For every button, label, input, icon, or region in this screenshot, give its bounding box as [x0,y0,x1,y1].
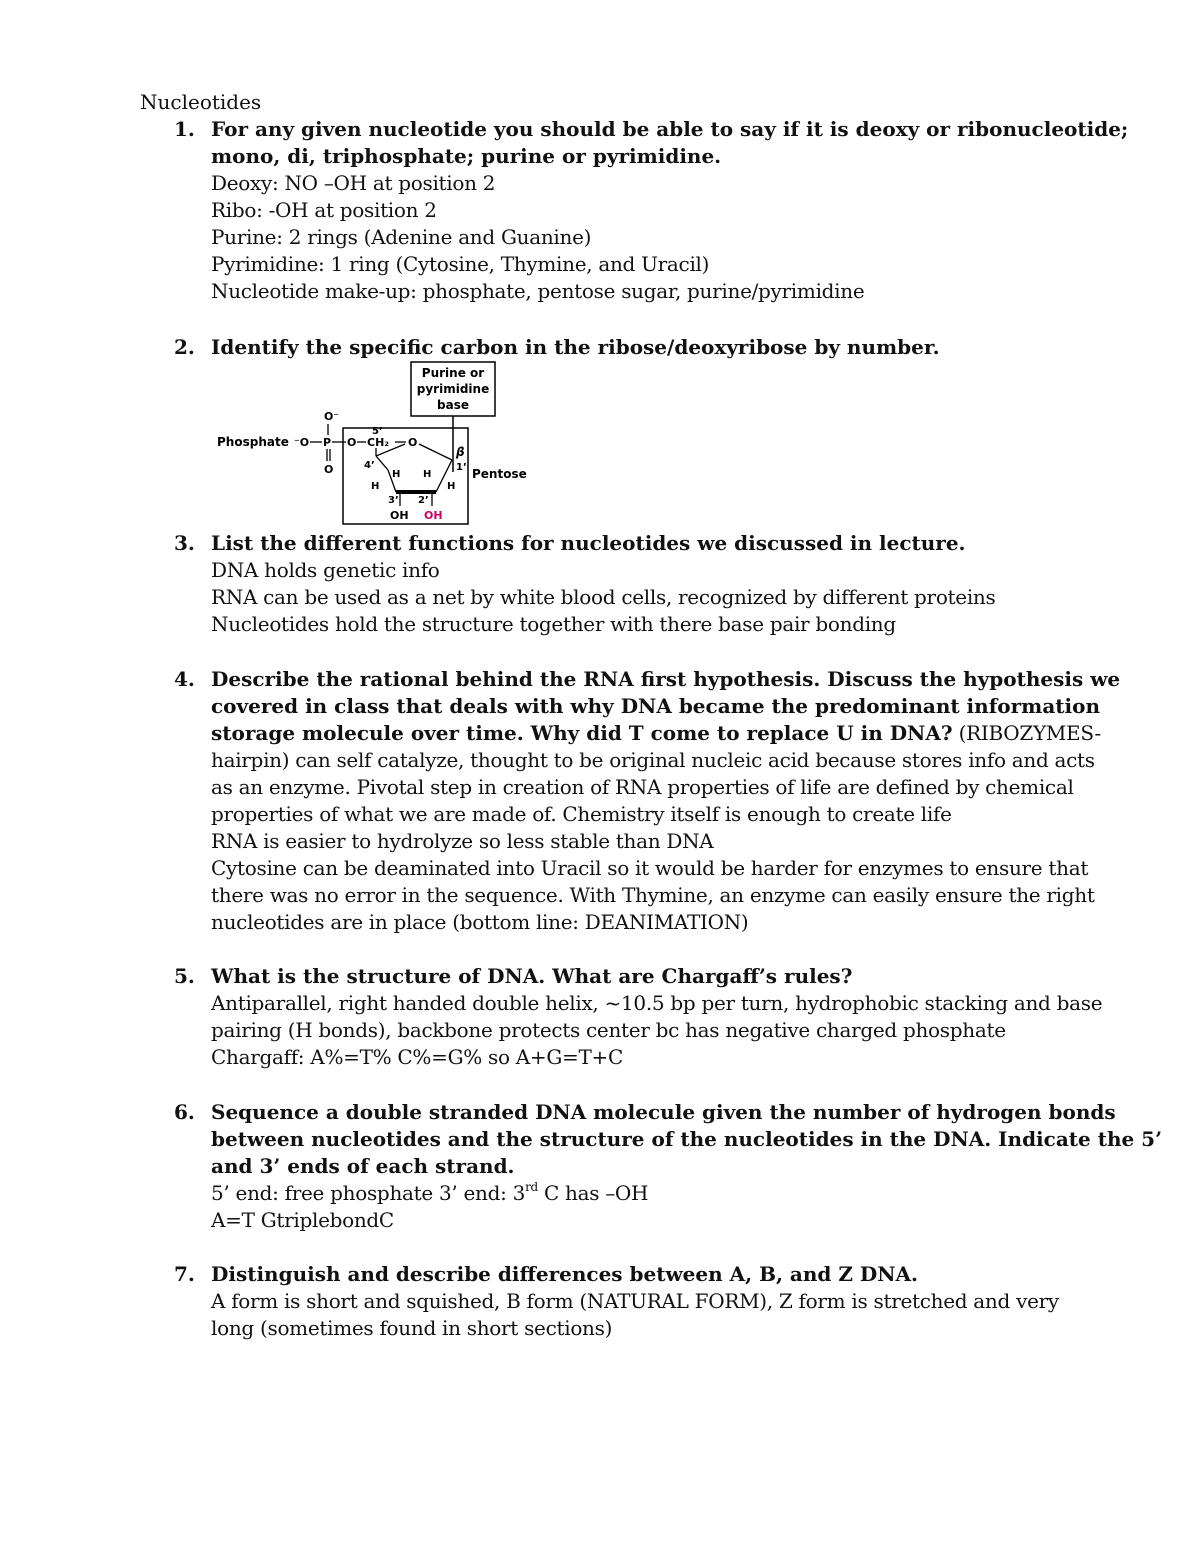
answer-line: Nucleotide make-up: phosphate, pentose sugar, purine/pyrimidine [211,279,865,303]
answer-line: Pyrimidine: 1 ring (Cytosine, Thymine, and Uracil) [211,252,710,276]
carbon-1-label: 1’ [456,462,467,473]
base-label-line3: base [437,398,469,412]
o-minus-top: O⁻ [324,410,340,423]
question-prompt-line: Identify the specific carbon in the ribose/deoxyribose by number. [211,335,940,359]
question-number: 1. [174,117,195,141]
answer-text: 5’ end: free phosphate 3’ end: 3 [211,1181,526,1205]
phosphorus: P [323,436,332,449]
answer-line: Purine: 2 rings (Adenine and Guanine) [211,225,592,249]
answer-line: RNA can be used as a net by white blood cells, recognized by different proteins [211,585,996,609]
answer-line: properties of what we are made of. Chemistry itself is enough to create life [211,802,952,826]
answer-line: Chargaff: A%=T% C%=G% so A+G=T+C [211,1045,624,1069]
hydroxyl-3-label: OH [390,509,409,522]
carbon-5-label: 5’ [372,426,383,437]
answer-line: as an enzyme. Pivotal step in creation of RNA properties of life are defined by chemical [211,775,1074,799]
question-number: 3. [174,531,195,555]
answer-line: hairpin) can self catalyze, thought to be original nucleic acid because stores info and acts [211,748,1095,772]
answer-line: Cytosine can be deaminated into Uracil so it would be harder for enzymes to ensure that [211,856,1089,880]
answer-line: long (sometimes found in short sections) [211,1316,613,1340]
answer-line: Nucleotides hold the structure together with there base pair bonding [211,612,896,636]
question-number: 6. [174,1100,195,1124]
question-prompt-line: Distinguish and describe differences between A, B, and Z DNA. [211,1262,919,1286]
answer-line: Deoxy: NO –OH at position 2 [211,171,496,195]
answer-line: pairing (H bonds), backbone protects center bc has negative charged phosphate [211,1018,1006,1042]
question-prompt-line: Describe the rational behind the RNA first hypothesis. Discuss the hypothesis we [211,667,1121,691]
question-number: 2. [174,335,195,359]
answer-superscript: rd [525,1180,538,1194]
answer-inline: (RIBOZYMES- [952,721,1101,745]
answer-text: C has –OH [537,1181,649,1205]
question-prompt-line: storage molecule over time. Why did T come to replace U in DNA? [211,721,953,745]
question-prompt-line: What is the structure of DNA. What are Chargaff’s rules? [211,964,853,988]
answer-line: RNA is easier to hydrolyze so less stable than DNA [211,829,714,853]
o-minus-left: ⁻O [294,436,310,449]
pentose-label: Pentose [472,467,527,481]
nucleotide-structure-diagram [210,360,540,530]
question-number: 7. [174,1262,195,1286]
hydroxyl-2-label: OH [424,509,443,522]
base-label-line2: pyrimidine [416,382,490,396]
o-double-bond: O [324,463,334,476]
question-prompt-line: List the different functions for nucleotides we discussed in lecture. [211,531,966,555]
base-label-line1: Purine or [421,366,485,380]
carbon-3-label: 3’ [388,495,399,506]
o-link: O [347,436,357,449]
carbon-2-label: 2’ [418,495,429,506]
question-prompt-line: mono, di, triphosphate; purine or pyrimidine. [211,144,722,168]
ch2-label: CH₂ [367,436,390,449]
answer-line: Antiparallel, right handed double helix, ~10.5 bp per turn, hydrophobic stacking and base [211,991,1103,1015]
question-prompt-line: and 3’ ends of each strand. [211,1154,515,1178]
answer-line: A=T GtriplebondC [211,1208,394,1232]
carbon-4-label: 4’ [364,460,375,471]
answer-line: A form is short and squished, B form (NATURAL FORM), Z form is stretched and very [211,1289,1059,1313]
question-prompt-line: For any given nucleotide you should be able to say if it is deoxy or ribonucleotide; [211,117,1129,141]
hydrogen-label: H [447,481,456,492]
hydrogen-label: H [371,481,380,492]
question-number: 4. [174,667,195,691]
answer-line: nucleotides are in place (bottom line: DEANIMATION) [211,910,749,934]
document-title: Nucleotides [140,90,262,114]
hydrogen-label: H [423,469,432,480]
question-number: 5. [174,964,195,988]
answer-line: DNA holds genetic info [211,558,440,582]
hydrogen-label: H [392,469,401,480]
question-prompt-line: covered in class that deals with why DNA became the predominant information [211,694,1101,718]
answer-line: Ribo: -OH at position 2 [211,198,437,222]
answer-line: there was no error in the sequence. With Thymine, an enzyme can easily ensure the right [211,883,1095,907]
phosphate-label: Phosphate [217,435,289,449]
question-prompt-line: between nucleotides and the structure of the nucleotides in the DNA. Indicate the 5’ [211,1127,1163,1151]
ring-oxygen: O [408,436,418,449]
beta-label: β [456,445,465,459]
question-prompt-line: Sequence a double stranded DNA molecule given the number of hydrogen bonds [211,1100,1116,1124]
